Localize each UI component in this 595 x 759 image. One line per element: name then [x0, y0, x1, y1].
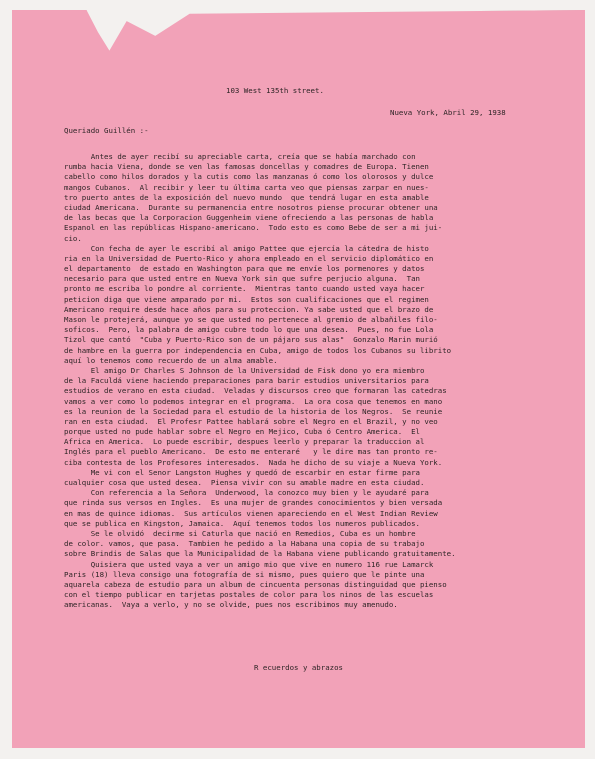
body-line: cio. [64, 233, 82, 243]
body-line: necesario para que usted entre en Nueva York sin que sufre perjucio alguna. Tan [64, 274, 420, 284]
body-line: con el tiempo publicar en tarjetas postales de color para los ninos de las escuelas [64, 590, 434, 600]
body-line: vamos a ver como lo podemos integrar en el programa. La ora cosa que tenemos en mano [64, 396, 443, 406]
body-line: ran en esta ciudad. El Profesr Pattee hablará sobre el Negro en el Brazil, y no veo [64, 416, 438, 426]
salutation: Queriado Guillén :- [64, 126, 149, 135]
body-line: aquarela cabeza de estudio para un album de cincuenta personas distinguidad que pienso [64, 579, 447, 589]
body-line: Paris (18) lleva consigo una fotografía de si mismo, pues quiero que le pinte una [64, 569, 425, 579]
body-line: Con fecha de ayer le escribí al amigo Pattee que ejercía la cátedra de histo [64, 243, 429, 253]
body-line: Tizol que cantó "Cuba y Puerto-Rico son de un pájaro sus alas" Gonzalo Marin murió [64, 335, 438, 345]
body-line: Quisiera que usted vaya a ver un amigo mio que vive en numero 116 rue Lamarck [64, 559, 434, 569]
body-line: cabello como hilos dorados y la cutis como las manzanas ó como los olorosos y dulce [64, 172, 434, 182]
body-line: que rinda sus versos en Ingles. Es una mujer de grandes conocimientos y bien versada [64, 498, 443, 508]
sender-address: 103 West 135th street. [226, 86, 324, 95]
body-line: de color. vamos, que pasa. Tambien he pedido a la Habana una copia de su trabajo [64, 539, 425, 549]
body-line: ciba contesta de los Profesores interesados. Nada he dicho de su viaje a Nueva York. [64, 457, 443, 467]
body-line: Inglés para el pueblo Americano. De esto me enteraré y le dire mas tan pronto re- [64, 447, 438, 457]
body-line: porque usted no pude hablar sobre el Negro en Mejico, Cuba ó Centro America. El [64, 427, 420, 437]
body-line: de la Faculdá viene haciendo preparaciones para barir estudios universitarios para [64, 376, 429, 386]
body-line: Espanol en las repúblicas Hispano-americano. Todo esto es como Bebe de ser a mi jui- [64, 223, 443, 233]
body-line: cualquier cosa que usted desea. Piensa vivir con su amable madre en esta ciudad. [64, 478, 425, 487]
body-line: rumba hacia Viena, donde se ven las famosas doncellas y comadres de Europa. Tienen [64, 162, 429, 172]
letter-body [64, 152, 456, 610]
body-line: soficos. Pero, la palabra de amigo cubre todo lo que una desea. Pues, no fue Lola [64, 325, 434, 335]
body-line: aquí lo tenemos como recuerdo de un alma amable. [64, 355, 278, 365]
body-line: Americano require desde hace años para su proteccion. Ya sabe usted que el brazo de [64, 304, 434, 314]
body-line: sobre Brindis de Salas que la Municipalidad de la Habana viene publicando gratuitamente. [64, 549, 456, 559]
body-line: peticion diga que viene amparado por mi. Estos son cualificaciones que el regimen [64, 294, 429, 304]
body-line: que se publica en Kingston, Jamaica. Aquí tenemos todos los numeros publicados. [64, 518, 420, 528]
body-line: Con referencia a la Señora Underwood, la conozco muy bien y le ayudaré para [64, 488, 429, 498]
body-line: Africa en America. Lo puede escribir, despues leerlo y preparar la traduccion al [64, 437, 425, 447]
body-line: El amigo Dr Charles S Johnson de la Universidad de Fisk dono yo era miembro [64, 365, 425, 375]
body-line: es la reunion de la Sociedad para el estudio de la historia de los Negros. Se reunie [64, 406, 443, 416]
body-line: ciudad Americana. Durante su permanencia entre nosotros piense procurar obtener una [64, 202, 438, 212]
body-line: de hambre en la guerra por independencia en Cuba, amigo de todos los Cubanos su librito [64, 345, 452, 355]
body-line: americanas. Vaya a verlo, y no se olvide, pues nos escribimos muy amenudo. [64, 600, 398, 610]
closing: R ecuerdos y abrazos [254, 663, 343, 672]
body-line: ria en la Universidad de Puerto-Rico y ahora empleado en el servicio diplomático en [64, 253, 434, 263]
body-line: Me vi con el Senor Langston Hughes y quedó de escarbir en estar firme para [64, 467, 420, 477]
body-line: estudios de verano en esta ciudad. Veladas y discursos creo que formaran las catedras [64, 386, 447, 396]
body-line: mangos Cubanos. Al recibir y leer tu última carta veo que piensas zarpar en nues- [64, 182, 429, 192]
body-line: Mason le protejerá, aunque yo se que usted no pertenece al gremio de albañiles filo- [64, 315, 438, 324]
body-line: Antes de ayer recibí su apreciable carta, creía que se había marchado con [64, 152, 416, 161]
body-line: pronto me escriba lo pondre al corriente. Mientras tanto cuando usted vaya hacer [64, 284, 425, 294]
letter-date: Nueva York, Abril 29, 1938 [390, 108, 506, 117]
body-line: tro puerto antes de la exposición del nuevo mundo que tendrá lugar en esta amable [64, 192, 429, 202]
body-line: Se le olvidó decirme si Caturla que nació en Remedios, Cuba es un hombre [64, 528, 416, 538]
body-line: de las becas que la Corporacion Guggenheim viene ofreciendo a las personas de habla [64, 213, 434, 223]
body-line: en mas de quince idiomas. Sus artículos vienen apareciendo en el West Indian Review [64, 508, 438, 518]
body-line: el departamento de estado en Washington para que me envíe los pormenores y datos [64, 264, 425, 274]
